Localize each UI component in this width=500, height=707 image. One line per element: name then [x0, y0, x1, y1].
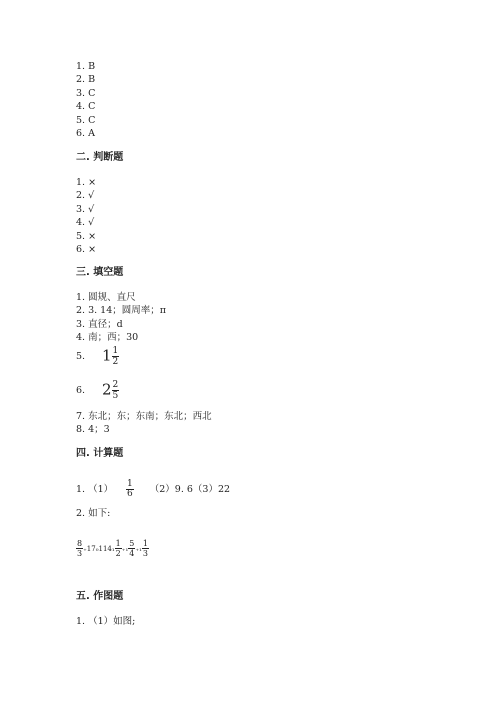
fraction-denominator: 2 [112, 357, 119, 367]
fraction-denominator: 6 [127, 489, 133, 499]
mixed-number [102, 346, 119, 367]
fraction-numerator: 2 [112, 380, 119, 390]
calc-prefix: 1. （1） [76, 483, 114, 495]
mixed-number-answer-5 [76, 346, 119, 367]
mixed-whole: 2 [102, 380, 112, 399]
answer-line: 1. 圆规、直尺 [76, 292, 136, 303]
fraction-numerator: 1 [115, 539, 121, 548]
fraction-denominator: 4 [129, 549, 135, 558]
fraction-numerator: 8 [77, 539, 83, 548]
fraction-denominator: 3 [142, 549, 148, 558]
answer-line: 2. B [76, 74, 96, 86]
answer-label: 6. [76, 384, 86, 396]
mixed-number-answer-6 [76, 380, 119, 401]
fraction [142, 539, 149, 558]
answer-line: 4. 南；西；30 [76, 332, 139, 344]
answer-line: 5. × [76, 230, 97, 242]
calc-suffix: （2）9. 6（3）22 [149, 483, 231, 495]
fraction-denominator: 3 [77, 549, 83, 558]
sequence-separator: ₊₁ [121, 544, 129, 553]
fraction [112, 380, 120, 401]
fraction [115, 539, 122, 558]
choice-answer-list [76, 60, 95, 140]
fraction-denominator: 2 [115, 549, 121, 558]
answer-line: 5. C [76, 114, 96, 126]
fill-blank-answer-list-2 [76, 410, 212, 437]
answer-line: 4. C [76, 101, 96, 113]
answer-line: 1. B [76, 61, 96, 72]
sequence-separator: ₊₁ [135, 544, 142, 553]
fraction [128, 539, 135, 558]
fraction-numerator: 1 [112, 346, 119, 356]
drawing-answer-1: 1. （1）如图; [76, 616, 136, 627]
answer-line: 1. × [76, 177, 97, 188]
calc-answer-1 [76, 480, 230, 499]
section-title-drawing: 五. 作图题 [76, 591, 124, 602]
sequence-text: ₊17₀114₁ [83, 544, 115, 553]
answer-line: 2. 3. 14；圆周率；π [76, 305, 166, 317]
answer-line: 3. √ [76, 203, 95, 215]
answer-line: 3. C [76, 87, 96, 99]
fraction-numerator: 5 [129, 539, 135, 548]
calc-answer-2: 2. 如下: [76, 508, 111, 519]
answer-line: 7. 东北；东；东南；东北；西北 [76, 411, 212, 422]
fraction-denominator: 5 [112, 391, 119, 401]
fraction-numerator: 1 [127, 479, 133, 489]
fraction [112, 346, 120, 367]
mixed-number [102, 380, 119, 401]
fraction-sequence [76, 539, 149, 558]
fill-blank-answer-list [76, 291, 166, 345]
answer-line: 6. A [76, 128, 95, 140]
answer-line: 2. √ [76, 190, 95, 202]
judgement-answer-list [76, 176, 96, 256]
section-title-judgement: 二. 判断题 [76, 152, 124, 163]
fraction [126, 480, 134, 499]
answer-line: 4. √ [76, 217, 95, 229]
section-title-calculation: 四. 计算题 [76, 448, 124, 459]
fraction-numerator: 1 [142, 539, 148, 548]
fraction [76, 539, 83, 558]
section-title-fill-blank: 三. 填空题 [76, 267, 124, 278]
answer-line: 6. × [76, 244, 97, 256]
mixed-whole: 1 [102, 346, 112, 365]
answer-line: 3. 直径；d [76, 318, 123, 330]
answer-label: 5. [76, 350, 86, 362]
answer-line: 8. 4；3 [76, 424, 110, 436]
